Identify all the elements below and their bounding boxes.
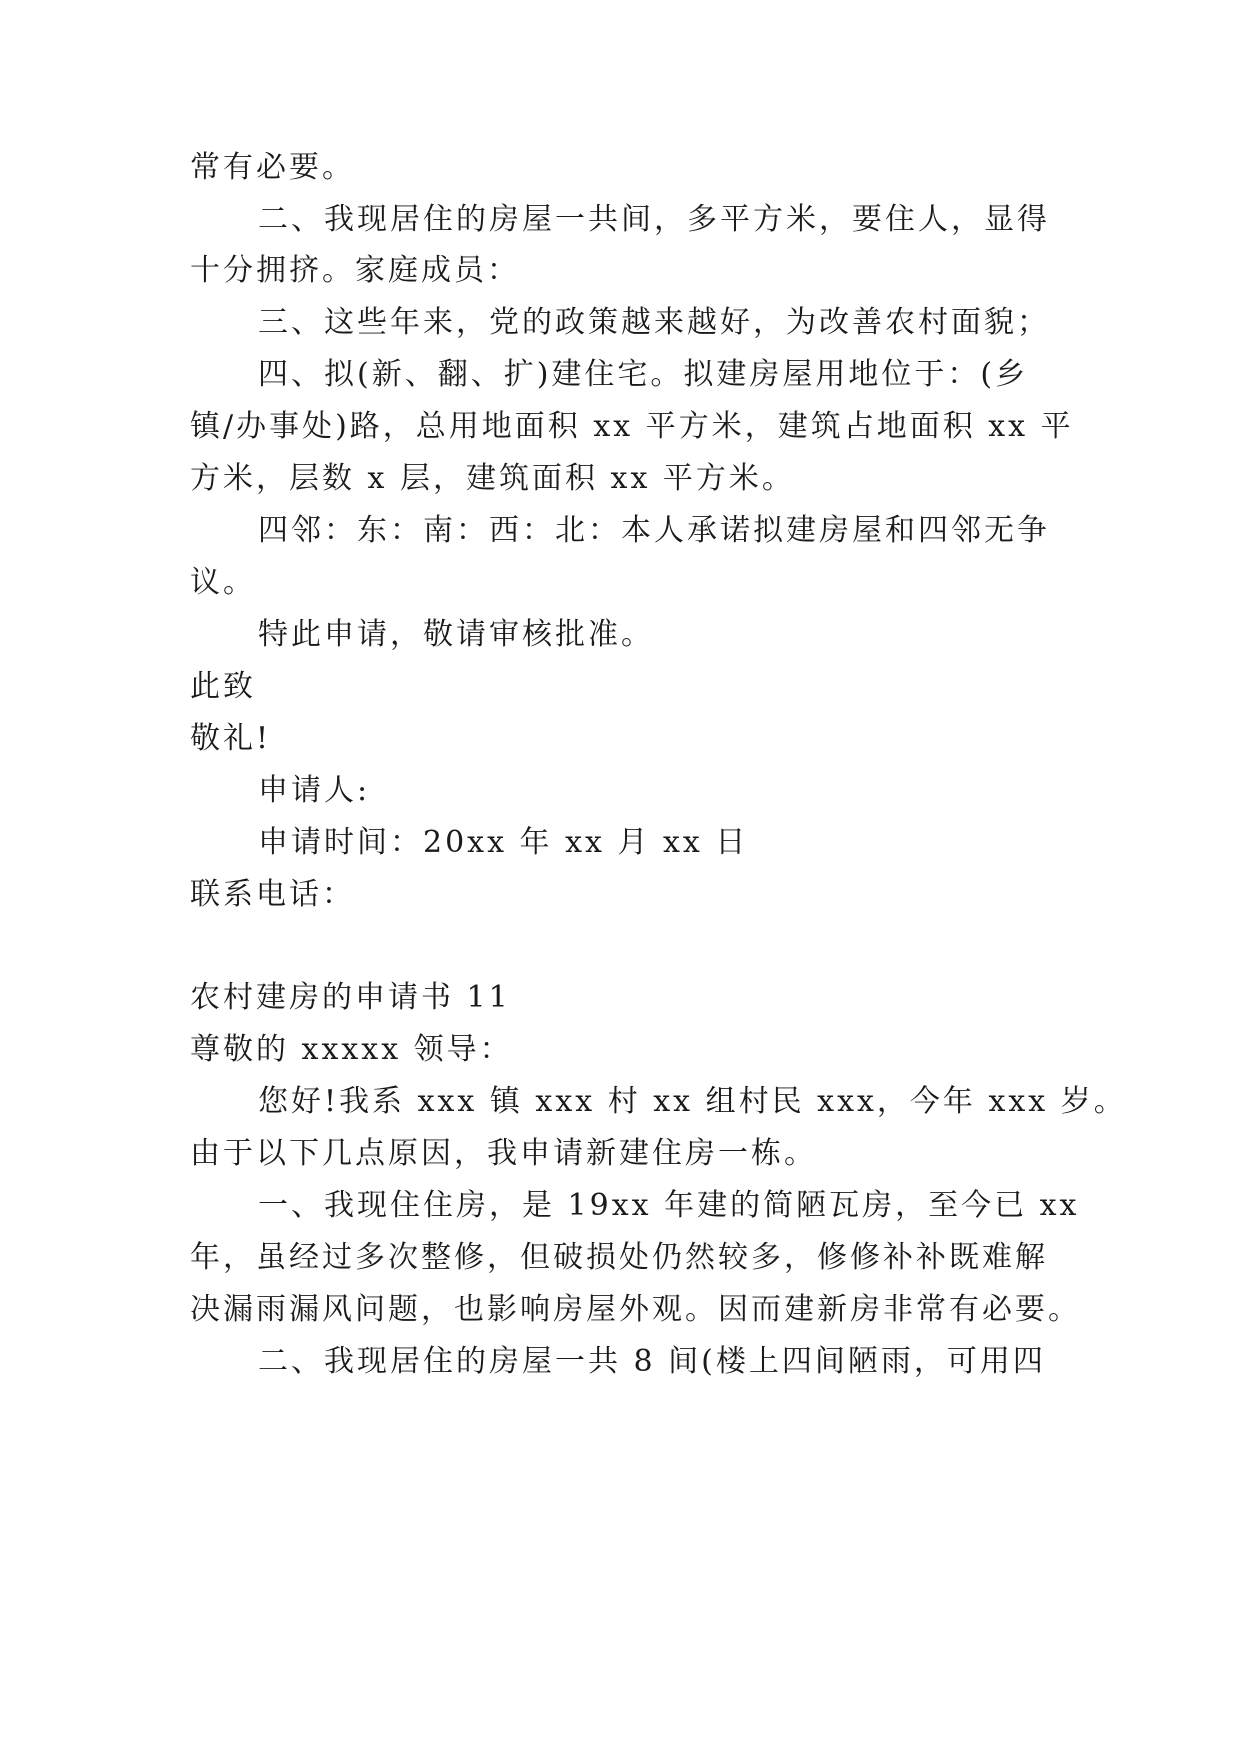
date-line: 申请时间：20xx 年 xx 月 xx 日 [258, 825, 749, 860]
paragraph-line: 镇/办事处)路，总用地面积 xx 平方米，建筑占地面积 xx 平 [190, 409, 1074, 444]
paragraph-line: 决漏雨漏风问题，也影响房屋外观。因而建新房非常有必要。 [190, 1292, 1081, 1327]
signature-line: 申请人: [258, 773, 371, 808]
paragraph-line: 二、我现居住的房屋一共 8 间(楼上四间陋雨，可用四 [258, 1344, 1046, 1379]
paragraph-line: 二、我现居住的房屋一共间，多平方米，要住人，显得 [258, 202, 1050, 237]
closing-line: 敬礼! [190, 721, 272, 756]
paragraph-line: 三、这些年来，党的政策越来越好，为改善农村面貌； [258, 305, 1050, 340]
paragraph-line: 常有必要。 [190, 150, 355, 185]
closing-line: 此致 [190, 669, 256, 704]
salutation: 尊敬的 xxxxx 领导： [190, 1032, 513, 1067]
section-title: 农村建房的申请书 11 [190, 980, 511, 1015]
paragraph-line: 四、拟(新、翻、扩)建住宅。拟建房屋用地位于：(乡 [258, 357, 1029, 392]
paragraph-line: 四邻：东：南：西：北：本人承诺拟建房屋和四邻无争 [258, 513, 1050, 548]
contact-line: 联系电话： [190, 877, 355, 912]
paragraph-line: 年，虽经过多次整修，但破损处仍然较多，修修补补既难解 [190, 1240, 1048, 1275]
paragraph-line: 十分拥挤。家庭成员： [190, 253, 520, 288]
paragraph-line: 由于以下几点原因，我申请新建住房一栋。 [190, 1136, 817, 1171]
paragraph-line: 您好!我系 xxx 镇 xxx 村 xx 组村民 xxx，今年 xxx 岁。 [258, 1084, 1127, 1119]
paragraph-line: 一、我现住住房，是 19xx 年建的简陋瓦房，至今已 xx [258, 1188, 1080, 1223]
paragraph-line: 方米，层数 x 层，建筑面积 xx 平方米。 [190, 461, 795, 496]
paragraph-line: 议。 [190, 565, 256, 600]
paragraph-line: 特此申请，敬请审核批准。 [258, 617, 654, 652]
